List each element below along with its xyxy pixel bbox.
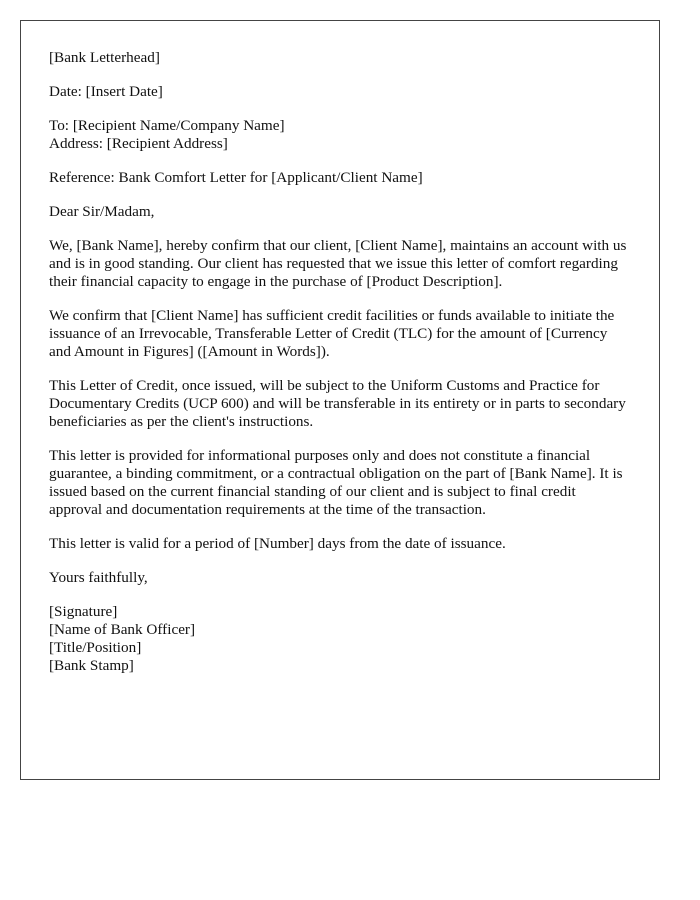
reference-line: Reference: Bank Comfort Letter for [Applicant/Client Name] xyxy=(49,169,423,186)
salutation: Dear Sir/Madam, xyxy=(49,203,155,220)
officer-name: [Name of Bank Officer] xyxy=(49,621,196,638)
recipient-address: Address: [Recipient Address] xyxy=(49,135,228,152)
body-paragraph-ucp: This Letter of Credit, once issued, will be subject to the Uniform Customs and Practice for Documentary Credits (UCP 600) and will be transferable in its entirety or in parts to secondary beneficiaries as per the client's instructions. xyxy=(49,377,626,430)
closing: Yours faithfully, xyxy=(49,569,148,586)
body-paragraph-disclaimer: This letter is provided for informational purposes only and does not constitute a financial guarantee, a binding commitment, or a contractual obligation on the part of [Bank Name]. It is issued based on the current financial standing of our client and is subject to final credit approval and documentation requirements at the time of the transaction. xyxy=(49,447,623,518)
signature-block xyxy=(49,603,631,675)
letter-page xyxy=(20,20,660,780)
recipient-name: To: [Recipient Name/Company Name] xyxy=(49,117,285,134)
officer-title: [Title/Position] xyxy=(49,639,142,656)
body-paragraph-funds: We confirm that [Client Name] has sufficient credit facilities or funds available to initiate the issuance of an Irrevocable, Transferable Letter of Credit (TLC) for the amount of [Currency and Amount in Figures] ([Amount in Words]). xyxy=(49,307,615,360)
letterhead: [Bank Letterhead] xyxy=(49,49,160,66)
body-paragraph-validity: This letter is valid for a period of [Number] days from the date of issuance. xyxy=(49,535,506,552)
bank-stamp: [Bank Stamp] xyxy=(49,657,134,674)
recipient-block xyxy=(49,117,631,153)
signature: [Signature] xyxy=(49,603,118,620)
letter-date: Date: [Insert Date] xyxy=(49,83,163,100)
body-paragraph-confirmation: We, [Bank Name], hereby confirm that our client, [Client Name], maintains an account with us and is in good standing. Our client has requested that we issue this letter of comfort regarding their financial capacity to engage in the purchase of [Product Description]. xyxy=(49,237,627,290)
